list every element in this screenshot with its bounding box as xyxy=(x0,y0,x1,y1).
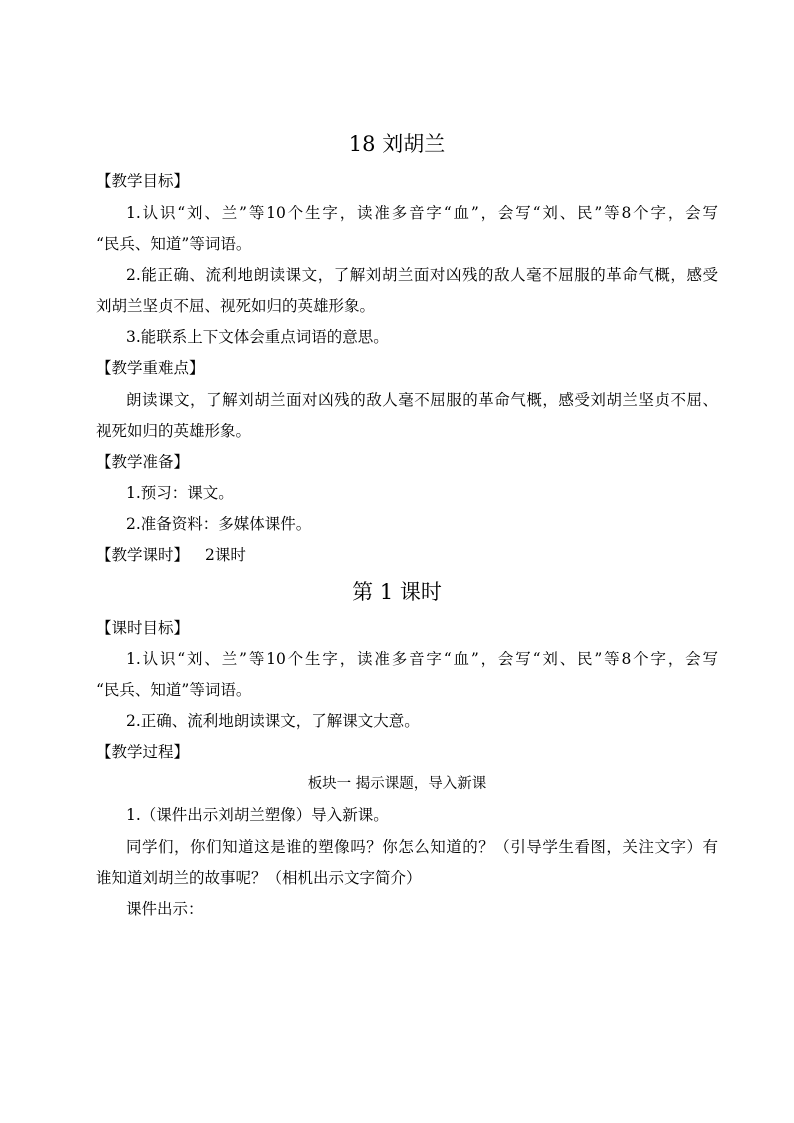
preparation-1: 1.预习：课文。 xyxy=(126,484,234,502)
objective-1-line-2: “民兵、知道”等词语。 xyxy=(96,235,252,253)
key-points-line-2: 视死如归的英雄形象。 xyxy=(96,422,252,440)
process-step-1: 1.（课件出示刘胡兰塑像）导入新课。 xyxy=(126,806,389,824)
lesson-goal-1-line-1: 1.认识“刘、兰”等10个生字，读准多音字“血”，会写“刘、民”等8个字，会写 xyxy=(126,650,718,668)
section-heading-preparation: 【教学准备】 xyxy=(96,453,190,471)
objective-2-line-2: 刘胡兰坚贞不屈、视死如归的英雄形象。 xyxy=(96,297,376,315)
key-points-line-1: 朗读课文，了解刘胡兰面对凶残的敌人毫不屈服的革命气概，感受刘胡兰坚贞不屈、 xyxy=(126,391,718,409)
section-heading-objectives: 【教学目标】 xyxy=(96,172,190,190)
lesson-title: 第 1 课时 xyxy=(352,580,442,604)
section-heading-lesson-goals: 【课时目标】 xyxy=(96,619,190,637)
lesson-goal-1-line-2: “民兵、知道”等词语。 xyxy=(96,681,252,699)
lesson-goal-2: 2.正确、流利地朗读课文，了解课文大意。 xyxy=(126,712,420,730)
section-heading-process: 【教学过程】 xyxy=(96,743,190,761)
block-1-title: 板块一 揭示课题，导入新课 xyxy=(307,776,487,792)
process-paragraph-line-2: 谁知道刘胡兰的故事呢？（相机出示文字简介） xyxy=(96,869,422,887)
preparation-2: 2.准备资料：多媒体课件。 xyxy=(126,515,312,533)
objective-3: 3.能联系上下文体会重点词语的意思。 xyxy=(126,328,389,346)
section-heading-key-points: 【教学重难点】 xyxy=(96,359,205,377)
section-heading-teaching-hours: 【教学课时】 xyxy=(96,546,190,564)
document-title: 18 刘胡兰 xyxy=(348,132,446,156)
objective-2-line-1: 2.能正确、流利地朗读课文，了解刘胡兰面对凶残的敌人毫不屈服的革命气概，感受 xyxy=(126,266,718,284)
courseware-display: 课件出示： xyxy=(126,900,204,918)
section-teaching-hours xyxy=(96,545,718,565)
process-paragraph-line-1: 同学们，你们知道这是谁的塑像吗？你怎么知道的？（引导学生看图，关注文字）有 xyxy=(126,838,718,856)
teaching-hours-value: 2课时 xyxy=(205,546,246,564)
objective-1-line-1: 1.认识“刘、兰”等10个生字，读准多音字“血”，会写“刘、民”等8个字，会写 xyxy=(126,204,718,222)
